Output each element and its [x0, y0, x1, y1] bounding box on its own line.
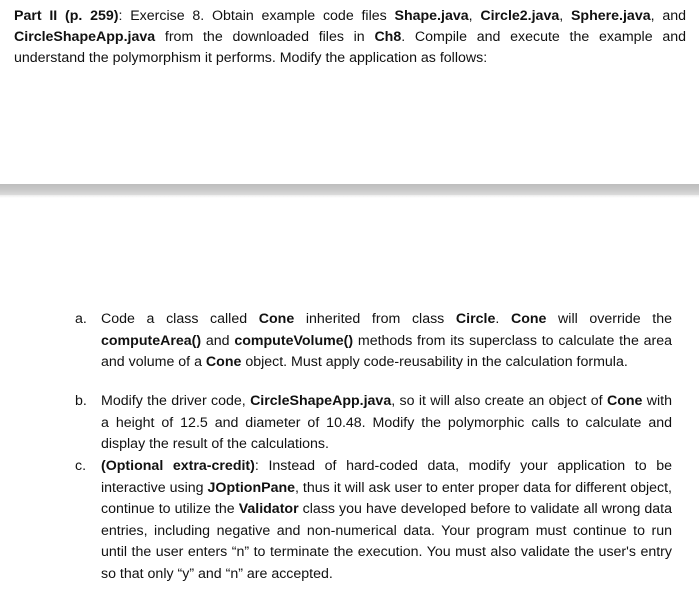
file-name: Shape.java [394, 8, 469, 24]
item-text: and [201, 332, 235, 349]
item-text: methods from its superclass to calculate the area and volume of a [101, 332, 672, 370]
file-name: Circle2.java [480, 8, 560, 24]
class-name: Circle [455, 311, 496, 327]
page-divider [0, 184, 699, 195]
file-name: CircleShapeApp.java [14, 29, 156, 45]
list-item-text [101, 309, 672, 374]
class-name: Cone [606, 393, 643, 409]
item-text: , so it will also create an object of [391, 393, 607, 409]
item-text: object. Must apply code-reusability in the calculation formula. [241, 354, 628, 370]
class-name: Validator [238, 501, 299, 517]
list-marker: c. [75, 458, 87, 474]
intro-paragraph [14, 6, 686, 69]
intro-text: . Compile and execute the example and understand the polymorphism it performs. Modify the application as follows: [14, 29, 686, 66]
item-text: will override the [546, 311, 673, 327]
part-heading: Part II (p. 259) [14, 8, 119, 24]
extra-credit-label: (Optional extra-credit) [101, 458, 255, 474]
folder-name: Ch8 [374, 29, 402, 45]
class-name: JOptionPane [207, 479, 296, 496]
intro-text: : Exercise 8. Obtain example code files [118, 8, 395, 24]
intro-text: , and [650, 8, 686, 24]
item-text: inherited from class [294, 311, 456, 327]
class-name: Cone [205, 354, 242, 370]
item-text: . [495, 311, 511, 327]
method-name: computeArea() [101, 332, 202, 349]
file-name: Sphere.java [570, 8, 651, 24]
intro-text: , [559, 8, 571, 24]
intro-text: , [468, 8, 481, 24]
item-text: Modify the driver code, [101, 393, 251, 409]
item-text: with a height of 12.5 and diameter of 10.48. Modify the polymorphic calls to calculate and display the result of the calculations. [101, 393, 672, 452]
item-text: , thus it will ask user to enter proper data for different object, continue to utilize the [101, 479, 672, 517]
list-marker: b. [75, 393, 87, 409]
class-name: Cone [510, 311, 547, 327]
item-text: Code a class called [101, 311, 259, 327]
list-marker: a. [75, 311, 87, 327]
file-name: CircleShapeApp.java [250, 393, 392, 409]
list-item-text [101, 456, 672, 585]
method-name: computeVolume() [234, 332, 354, 349]
class-name: Cone [258, 311, 295, 327]
list-item-text [101, 391, 672, 456]
item-text: : Instead of hard-coded data, modify your application to be interactive using [101, 458, 673, 496]
item-text: class you have developed before to validate all wrong data entries, including negative and non-numerical data. Your program must continue to run until the user enters “n” to terminate the execution. You must also validate the user's entry so that only “y” and “n” are accepted. [101, 501, 672, 582]
intro-text: from the downloaded files in [155, 29, 375, 45]
